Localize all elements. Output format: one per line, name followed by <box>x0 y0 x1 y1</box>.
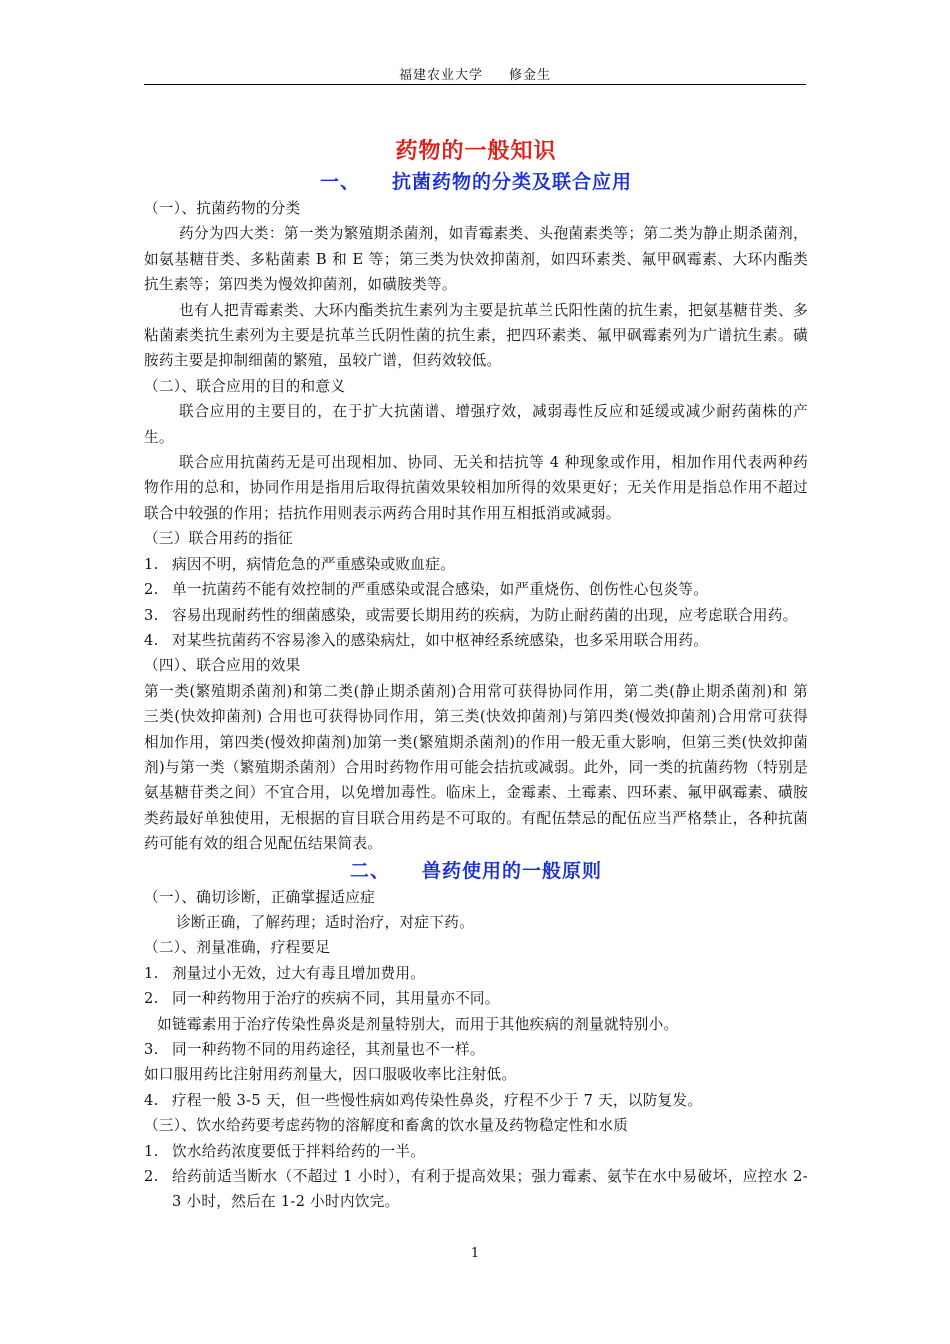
list-item <box>144 1164 808 1215</box>
list-text: 单一抗菌药不能有效控制的严重感染或混合感染，如严重烧伤、创伤性心包炎等。 <box>172 581 709 599</box>
list-item <box>144 552 808 577</box>
section-1-heading <box>144 168 808 196</box>
list-text: 饮水给药浓度要低于拌料给药的一半。 <box>172 1142 426 1160</box>
page-header <box>144 64 806 83</box>
paragraph-2-1: 诊断正确，了解药理；适时治疗，对症下药。 <box>176 913 474 931</box>
list-item <box>144 1139 808 1164</box>
list-item <box>144 1088 808 1113</box>
list-text: 剂量过小无效，过大有毒且增加费用。 <box>172 964 426 982</box>
list-text: 同一种药物用于治疗的疾病不同，其用量亦不同。 <box>172 990 500 1008</box>
document-body <box>144 134 808 1215</box>
list-text: 容易出现耐药性的细菌感染，或需要长期用药的疾病，为防止耐药菌的出现，应考虑联合用药。 <box>172 606 798 624</box>
paragraph-1-2: 也有人把青霉素类、大环内酯类抗生素列为主要是抗革兰氏阳性菌的抗生素，把氨基糖苷类、多粘菌素类抗生素列为主要是抗革兰氏阴性菌的抗生素，把四环素类、氟甲砜霉素列为广谱抗生素。磺胺药主要是抑制细菌的繁殖，虽较广谱，但药效较低。 <box>144 301 808 370</box>
list-item <box>144 1037 808 1062</box>
list-number: 3. <box>144 606 159 624</box>
list-number: 1. <box>144 555 159 573</box>
section-1-title: 抗菌药物的分类及联合应用 <box>392 171 633 193</box>
subheading-2-1: （一）、确切诊断，正确掌握适应症 <box>144 888 376 906</box>
paragraph-1-4: 联合应用抗菌药无是可出现相加、协同、无关和拮抗等 4 种现象或作用，相加作用代表两种药物作用的总和，协同作用是指用后取得抗菌效果较相加所得的效果更好；无关作用是指总作用不超过联合中较强的作用；拮抗作用则表示两药合用时其作用互相抵消或减弱。 <box>144 454 808 522</box>
list-number: 1. <box>144 1142 159 1160</box>
section-2-heading <box>144 857 808 885</box>
list-number: 3. <box>144 1041 159 1058</box>
list-number: 2. <box>144 581 159 599</box>
header-rule <box>144 84 806 85</box>
list-number: 4. <box>144 1091 159 1109</box>
subheading-1-1: （一）、抗菌药物的分类 <box>144 200 301 217</box>
header-school: 福建农业大学 <box>398 68 483 83</box>
list-text: 病因不明，病情危急的严重感染或败血症。 <box>172 555 455 573</box>
list-text: 对某些抗菌药不容易渗入的感染病灶，如中枢神经系统感染，也多采用联合用药。 <box>172 631 709 649</box>
list-item <box>144 577 808 602</box>
paragraph-1-3: 联合应用的主要目的，在于扩大抗菌谱、增强疗效，减弱毒性反应和延缓或减少耐药菌株的产生。 <box>144 403 808 446</box>
section-1-number: 一、 <box>319 171 360 193</box>
list-text: 疗程一般 3-5 天，但一些慢性病如鸡传染性鼻炎，疗程不少于 7 天，以防复发。 <box>172 1091 703 1109</box>
page-number: 1 <box>470 1246 480 1261</box>
section-2-number: 二、 <box>349 859 390 882</box>
list-number: 1. <box>144 964 159 982</box>
paragraph-1-1: 药分为四大类：第一类为繁殖期杀菌剂，如青霉素类、头孢菌素类等；第二类为静止期杀菌剂，如氨基糖苷类、多粘菌素 B 和 E 等；第三类为快效抑菌剂，如四环素类、氟甲砜霉素、大环内酯类抗生素等；第四类为慢效抑菌剂，如磺胺类等。 <box>144 225 808 294</box>
list-number: 2. <box>144 990 159 1008</box>
subheading-2-3: （三）、饮水给药要考虑药物的溶解度和畜禽的饮水量及药物稳定性和水质 <box>144 1117 629 1135</box>
note-2-2: 如链霉素用于治疗传染性鼻炎是剂量特别大，而用于其他疾病的剂量就特别小。 <box>157 1015 679 1033</box>
section-2-title: 兽药使用的一般原则 <box>422 859 603 882</box>
header-author: 修金生 <box>509 68 552 83</box>
subheading-1-2: （二）、联合应用的目的和意义 <box>144 377 346 395</box>
subheading-1-4: （四）、联合应用的效果 <box>144 657 301 675</box>
list-item <box>144 961 808 986</box>
list-item <box>144 603 808 628</box>
document-title: 药物的一般知识 <box>395 138 557 164</box>
list-text: 给药前适当断水（不超过 1 小时），有利于提高效果；强力霉素、氨苄在水中易破坏，应控水 2-3 小时，然后在 1-2 小时内饮完。 <box>172 1168 808 1211</box>
subheading-2-2: （二）、剂量准确，疗程要足 <box>144 939 331 957</box>
note-2-3: 如口服用药比注射用药剂量大，因口服吸收率比注射低。 <box>144 1066 517 1084</box>
paragraph-1-5: 第一类(繁殖期杀菌剂)和第二类(静止期杀菌剂)合用常可获得协同作用，第二类(静止期杀菌剂)和 第三类(快效抑菌剂) 合用也可获得协同作用，第三类(快效抑菌剂)与第四类(慢效抑菌剂)合用常可获得相加作用，第四类(慢效抑菌剂)加第一类(繁殖期杀菌剂)的作用一般无重大影响，但第三类(快效抑菌剂)与第一类（繁殖期杀菌剂）合用时药物作用可能会拮抗或减弱。此外，同一类的抗菌药物（特别是氨基糖苷类之间）不宜合用，以免增加毒性。临床上，金霉素、土霉素、四环素、氟甲砜霉素、磺胺类药最好单独使用，无根据的盲目联合用药是不可取的。有配伍禁忌的配伍应当严格禁止，各种抗菌药可能有效的组合见配伍结果简表。 <box>144 682 808 853</box>
list-item <box>144 986 808 1011</box>
subheading-1-3: （三）联合用药的指征 <box>144 530 293 548</box>
list-number: 2. <box>144 1168 159 1186</box>
list-number: 4. <box>144 631 159 649</box>
list-item <box>144 628 808 653</box>
list-text: 同一种药物不同的用药途径，其剂量也不一样。 <box>172 1041 485 1058</box>
